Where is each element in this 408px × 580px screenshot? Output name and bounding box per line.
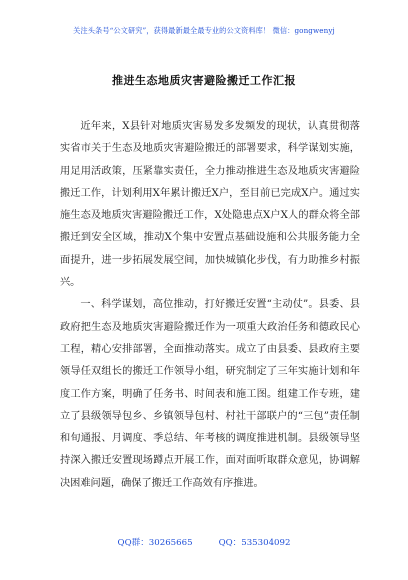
qq-number: QQ：535304092 (218, 538, 291, 548)
document-body (60, 116, 360, 495)
footer-contact (0, 536, 408, 548)
qq-group-number: QQ群：30265665 (117, 538, 193, 548)
header-banner: 关注头条号“公文研究”，获得最新最全最专业的公文资料库！ 微信：gongwenyj (73, 26, 335, 35)
paragraph-section-one: 一、科学谋划，高位推动，打好搬迁安置“主动仗”。县委、县政府把生态及地质灾害避险搬迁作为一项重大政治任务和德政民心工程，精心安排部署，全面推动落实。成立了由县委、县政府主要领导任双组长的搬迁工作领导小组，研究制定了三年实施计划和年度工作方案，明确了任务书、时间表和施工图。组建工作专班，建立了县级领导包乡、乡镇领导包村、村社干部联户的“三包”责任制和旬通报、月调度、季总结、年考核的调度推进机制。县级领导坚持深入搬迁安置现场蹲点开展工作，面对面听取群众意见，协调解决困难问题，确保了搬迁工作高效有序推进。 (60, 299, 360, 489)
document-title: 推进生态地质灾害避险搬迁工作汇报 (112, 74, 296, 87)
paragraph-intro: 近年来，X县针对地质灾害易发多发频发的现状，认真贯彻落实省市关于生态及地质灾害避险搬迁的部署要求，科学谋划实施，用足用活政策，压紧靠实责任，全力推动推进生态及地质灾害避险搬迁工作，计划利用X年累计搬迁X户，至目前已完成X户。通过实施生态及地质灾害避险搬迁工作，X处隐患点X户X人的群众将全部搬迁到安全区域，推动X个集中安置点基础设施和公共服务能力全面提升，进一步拓展发展空间，加快城镇化步伐，有力助推乡村振兴。 (60, 121, 360, 289)
